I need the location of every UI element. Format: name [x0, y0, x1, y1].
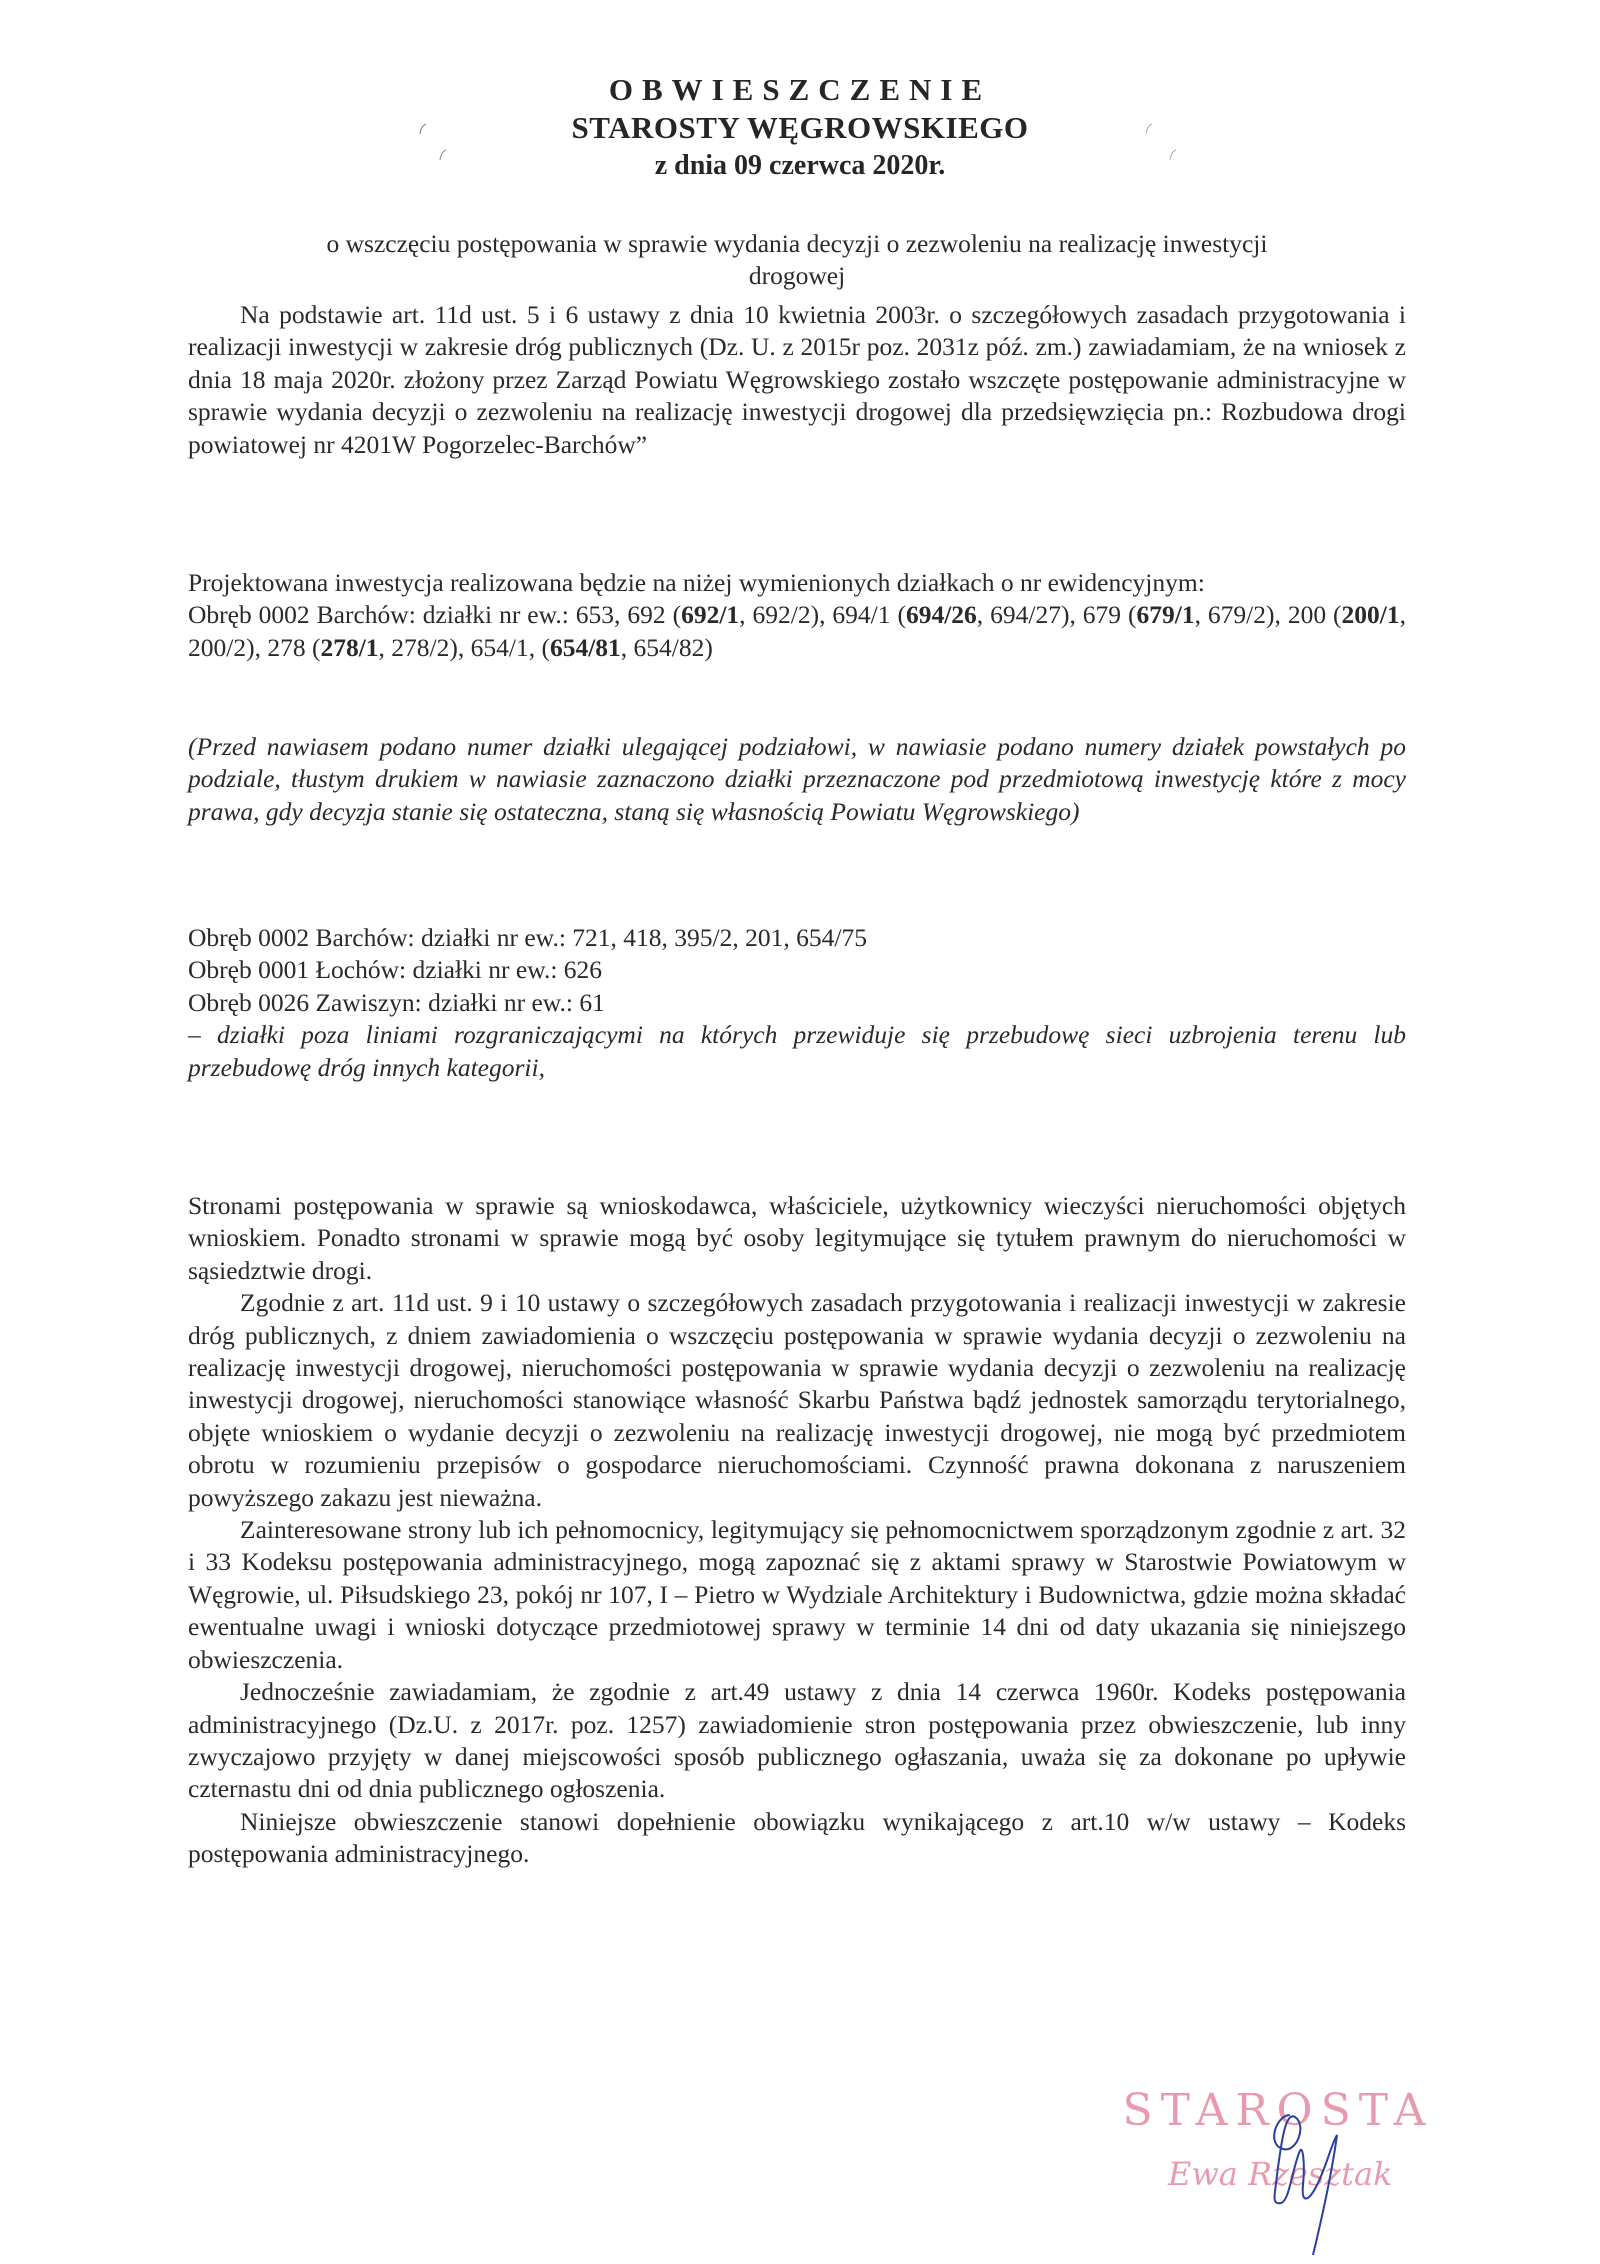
subject-line: o wszczęciu postępowania w sprawie wydania decyzji o zezwoleniu na realizację inwestycji [326, 229, 1268, 258]
handwritten-signature [1255, 2105, 1365, 2255]
parcel-segment: 653, 692 ( [575, 600, 682, 630]
paragraph-text: Na podstawie art. 11d ust. 5 i 6 ustawy z dnia 10 kwietnia 2003r. o szczegółowych zasadach przygotowania i realizacji inwestycji w zakresie dróg publicznych (Dz. U. z 2015r poz. 2031z póź. zm.) zawiadamiam, że na wniosek z dnia 18 maja 2020r. złożony przez Zarząd Powiatu Węgrowskiego zostało wszczęte postępowanie administracyjne w sprawie wydania decyzji o zezwoleniu na realizację inwestycji drogowej dla przedsięwzięcia pn.: Rozbudowa drogi powiatowej nr 4201W Pogorzelec-Barchów” [188, 300, 1406, 459]
parcels-note [188, 731, 1406, 828]
other-parcels-item: Obręb 0026 Zawiszyn: działki nr ew.: 61 [188, 987, 605, 1017]
document-title: OBWIESZCZENIE [608, 72, 992, 107]
parcels-prefix: Obręb 0002 Barchów: działki nr ew.: [188, 600, 576, 630]
other-parcels-item: Obręb 0002 Barchów: działki nr ew.: 721, 418, 395/2, 201, 654/75 [188, 923, 867, 952]
parcel-segment-bold: 200/1 [1341, 600, 1400, 630]
parcels-intro: Projektowana inwestycja realizowana będzie na niżej wymienionych działkach o nr ewidencyjnym: [188, 568, 1205, 597]
stamp-name: Ewa Rzesztak [1168, 2155, 1393, 2193]
note-text: (Przed nawiasem podano numer działki ulegającej podziałowi, w nawiasie podano numery działek powstałych po podziale, tłustym drukiem w nawiasie zaznaczono działki przeznaczone pod przedmiotową inwestycję które z mocy prawa, gdy decyzja stanie się ostateczna, staną się własnością Powiatu Węgrowskiego) [188, 732, 1406, 826]
paragraph-text: Zgodnie z art. 11d ust. 9 i 10 ustawy o szczegółowych zasadach przygotowania i realizacji inwestycji w zakresie dróg publicznych, z dniem zawiadomienia o wszczęciu postępowania w sprawie wydania decyzji o zezwoleniu na realizację inwestycji drogowej, nieruchomości postępowania w sprawie wydania decyzji o zezwoleniu na realizację inwestycji drogowej, nieruchomości stanowiące własność Skarbu Państwa bądź jednostek samorządu terytorialnego, objęte wnioskiem o wydanie decyzji o zezwoleniu na realizację inwestycji drogowej, nie mogą być przedmiotem obrotu w rozumieniu przepisów o gospodarce nieruchomościami. Czynność prawna dokonana z naruszeniem powyższego zakazu jest nieważna. [188, 1288, 1406, 1512]
other-parcels-section [188, 922, 1406, 1084]
parcels-list [188, 599, 1406, 664]
legal-basis-paragraph [188, 299, 1406, 461]
parcel-segment-bold: 679/1 [1136, 600, 1195, 630]
paragraph-text: Stronami postępowania w sprawie są wnioskodawca, właściciele, użytkownicy wieczyści nieruchomości objętych wnioskiem. Ponadto stronami w sprawie mogą być osoby legitymujące się tytułem prawnym do nieruchomości w sąsiedztwie drogi. [188, 1191, 1406, 1285]
parcel-segment-bold: 692/1 [681, 600, 740, 630]
main-body [188, 1190, 1406, 1871]
parcel-segment-bold: 278/1 [320, 632, 379, 662]
parcel-segment-bold: 654/81 [549, 632, 621, 662]
stamp-title: STAROSTA [1122, 2085, 1434, 2136]
parcel-segment: , 278/2), 654/1, ( [378, 632, 550, 662]
other-parcels-item: Obręb 0001 Łochów: działki nr ew.: 626 [188, 955, 603, 985]
paragraph-text: Zainteresowane strony lub ich pełnomocnicy, legitymujący się pełnomocnictwem sporządzonym zgodnie z art. 32 i 33 Kodeksu postępowania administracyjnego, mogą zapoznać się z aktami sprawy w Starostwie Powiatowym w Węgrowie, ul. Piłsudskiego 23, pokój nr 107, I – Pietro w Wydziale Architektury i Budownictwa, gdzie można składać ewentualne uwagi i wnioski dotyczące przedmiotowej sprawy w terminie 14 dni od daty ukazania się niniejszego obwieszczenia. [188, 1515, 1406, 1674]
paragraph-text: Jednocześnie zawiadamiam, że zgodnie z art.49 ustawy z dnia 14 czerwca 1960r. Kodeks postępowania administracyjnego (Dz.U. z 2017r. poz. 1257) zawiadomienie stron postępowania przez obwieszczenie, lub inny zwyczajowo przyjęty w danej miejscowości sposób publicznego ogłaszania, uważa się za dokonane po upływie czternastu dni od dnia publicznego ogłoszenia. [188, 1677, 1406, 1804]
parcel-segment: , 679/2), 200 ( [1194, 600, 1342, 630]
parcel-segment: , 654/82) [620, 632, 713, 662]
paragraph-text: Niniejsze obwieszczenie stanowi dopełnienie obowiązku wynikającego z art.10 w/w ustawy – Kodeks postępowania administracyjnego. [188, 1806, 1406, 1869]
document-date: z dnia 09 czerwca 2020r. [654, 150, 946, 181]
parcel-segment: , 200/2), 278 ( [188, 600, 1407, 662]
parcel-segment: , 692/2), 694/1 ( [739, 600, 906, 630]
subject-line: drogowej [748, 261, 846, 291]
parcels-section [188, 567, 1406, 664]
issuing-authority: STAROSTY WĘGROWSKIEGO [571, 110, 1029, 145]
parcel-segment-bold: 694/26 [905, 600, 977, 630]
parcel-segment: , 694/27), 679 ( [976, 600, 1137, 630]
subject-section [188, 228, 1406, 293]
other-parcels-note: – działki poza liniami rozgraniczającymi na których przewiduje się przebudowę sieci uzbrojenia terenu lub przebudowę dróg innych kategorii, [188, 1020, 1406, 1082]
